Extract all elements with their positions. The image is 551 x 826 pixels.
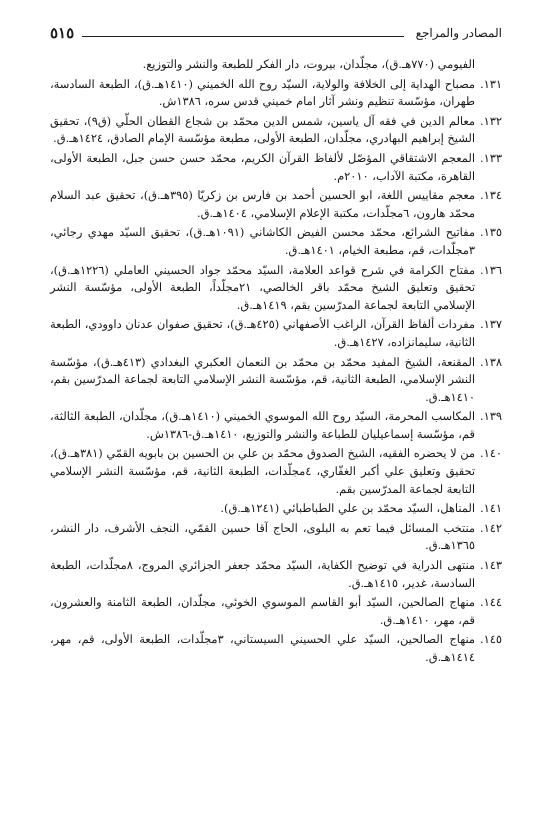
entry-number: ١٤٢. (480, 520, 502, 535)
bibliography-entry (50, 76, 502, 111)
bibliography-entry (50, 520, 502, 555)
entry-number: ١٣٤. (480, 188, 502, 203)
bibliography-entry (50, 354, 502, 407)
bibliography-entry (50, 500, 502, 518)
entry-text: منهاج الصالحين، السيّد أبو القاسم الموسوي الخوئي، مجلّدان، الطبعة الثامنة والعشرون، قم، مهر، ١٤١٠هـ.ق. (50, 595, 475, 627)
entry-text: المقنعة، الشيخ المفيد محمّد بن محمّد بن النعمان العكبري البغدادي (٤١٣هـ.ق)، مؤسّسة النشر الإسلامي، الطبعة الثانية، قم، مؤسّسة النشر الإسلامي التابعة لجماعة المدرّسين بقم، ١٤١٠هـ.ق. (50, 354, 475, 404)
document-page (50, 20, 502, 810)
entry-text: المكاسب المحرمة، السيّد روح الله الموسوي الخميني (١٤١٠هـ.ق)، مجلّدان، الطبعة الثالثة، قم، مؤسّسة إسماعيليان للطباعة والنشر والتوزيع، ١٤١٠هـ.ق-١٣٨٦ش. (50, 409, 475, 441)
continuation-entry (50, 56, 502, 74)
entry-number: ١٣٢. (480, 113, 502, 128)
entry-text: المناهل، السيّد محمّد بن علي الطباطبائي (١٢٤١هـ.ق). (220, 501, 475, 516)
entry-text: المعجم الاشتقاقي المؤصّل لألفاظ القرآن الكريم، محمّد حسن حسن جبل، الطبعة الأولى، القاهرة، مكتبة الآداب، ٢٠١٠م. (50, 150, 475, 183)
page-number: ٥١٥ (50, 24, 75, 42)
entry-text: مفتاح الكرامة في شرح قواعد العلامة، السيّد محمّد جواد الحسيني العاملي (١٢٢٦هـ.ق)، تحقيق وتعليق الشيخ محمّد باقر الخالصي، ٢١مجلّداً، الطبعة الأولى، مؤسّسة النشر الإسلامي التابعة لجماعة المدرّسين بقم، ١٤١٩هـ.ق. (50, 262, 476, 312)
entry-number: ١٤٠. (480, 446, 502, 461)
bibliography-entry (50, 113, 502, 148)
entry-number: ١٣٣. (480, 150, 502, 165)
entry-number: ١٣٩. (480, 409, 502, 424)
entry-text: معالم الدين في فقه آل ياسين، شمس الدين محمّد بن شجاع القطان الحلّي (ق٩)، تحقيق الشيخ إبراهيم البهادري، مجلّدان، الطبعة الأولى، مطبعة مؤسّسة الإمام الصادق، ١٤٢٤هـ.ق. (50, 113, 475, 146)
bibliography-list (50, 56, 502, 667)
bibliography-entry (50, 408, 502, 443)
running-title: المصادر والمراجع (415, 26, 502, 40)
entry-number: ١٣٥. (480, 225, 502, 240)
bibliography-entry (50, 557, 502, 592)
entry-text: معجم مقاييس اللغة، ابو الحسين أحمد بن فارس بن زكريّا (٣٩٥هـ.ق)، تحقيق عبد السلام محمّد هارون، ٦مجلّدات، مكتبة الإعلام الإسلامي، ١٤٠٤هـ.ق. (50, 188, 475, 220)
bibliography-entry (50, 445, 502, 498)
page-header (50, 20, 502, 46)
entry-text: من لا يحضره الفقيه، الشيخ الصدوق محمّد بن علي بن الحسين بن بابويه القمّي (٣٨١هـ.ق)، تحقيق وتعليق علي أكبر الغفّاري، ٤مجلّدات، الطبعة الثانية، قم، مؤسّسة النشر الإسلامي التابعة لجماعة المدرّسين بقم. (50, 446, 475, 496)
entry-text: مفاتيح الشرائع، محمّد محسن الفيض الكاشاني (١٠٩١هـ.ق)، تحقيق السيّد مهدي رجائي، ٣مجلّدات، قم، مطبعة الخيام، ١٤٠١هـ.ق. (50, 225, 475, 257)
entry-number: ١٤٣. (480, 558, 502, 573)
entry-text: منتهى الدراية في توضيح الكفاية، السيّد محمّد جعفر الجزائري المروج، ٨مجلّدات، الطبعة السادسة، غدير، ١٤١٥هـ.ق. (50, 558, 475, 590)
bibliography-entry (50, 316, 502, 351)
entry-number: ١٣٨. (480, 354, 502, 369)
bibliography-entry (50, 631, 502, 666)
bibliography-entry (50, 262, 502, 315)
header-rule (82, 36, 403, 37)
entry-text: الفيومي (٧٧٠هـ.ق)، مجلّدان، بيروت، دار الفكر للطبعة والنشر والتوزيع. (142, 57, 475, 71)
entry-number: ١٤٥. (480, 632, 502, 647)
entry-number: ١٤١. (480, 501, 502, 516)
entry-number: ١٤٤. (480, 595, 502, 610)
entry-number: ١٣٧. (480, 317, 502, 332)
entry-text: منتخب المسائل فيما تعم به البلوى، الحاج آقا حسين القمّي، النجف الأشرف، دار النشر، ١٣٦٥هـ.ق. (50, 520, 475, 553)
bibliography-entry (50, 187, 502, 222)
entry-text: مصباح الهداية إلى الخلافة والولاية، السيّد روح الله الخميني (١٤١٠هـ.ق)، الطبعة السادسة، طهران، مؤسّسة تنظيم ونشر آثار امام خميني قدس سره، ١٣٨٦ش. (50, 76, 475, 109)
entry-text: منهاج الصالحين، السيّد علي الحسيني السيستاني، ٣مجلّدات، الطبعة الأولى، قم، مهر، ١٤١٤هـ.ق. (50, 632, 475, 664)
bibliography-entry (50, 224, 502, 259)
bibliography-entry (50, 150, 502, 185)
entry-number: ١٣١. (480, 76, 502, 91)
entry-text: مفردات ألفاظ القرآن، الراغب الأصفهاني (٤٢٥هـ.ق)، تحقيق صفوان عدنان داوودي، الطبعة الثانية، سليمانزاده، ١٤٢٧هـ.ق. (50, 317, 475, 349)
entry-number: ١٣٦. (480, 262, 502, 277)
bibliography-entry (50, 594, 502, 629)
